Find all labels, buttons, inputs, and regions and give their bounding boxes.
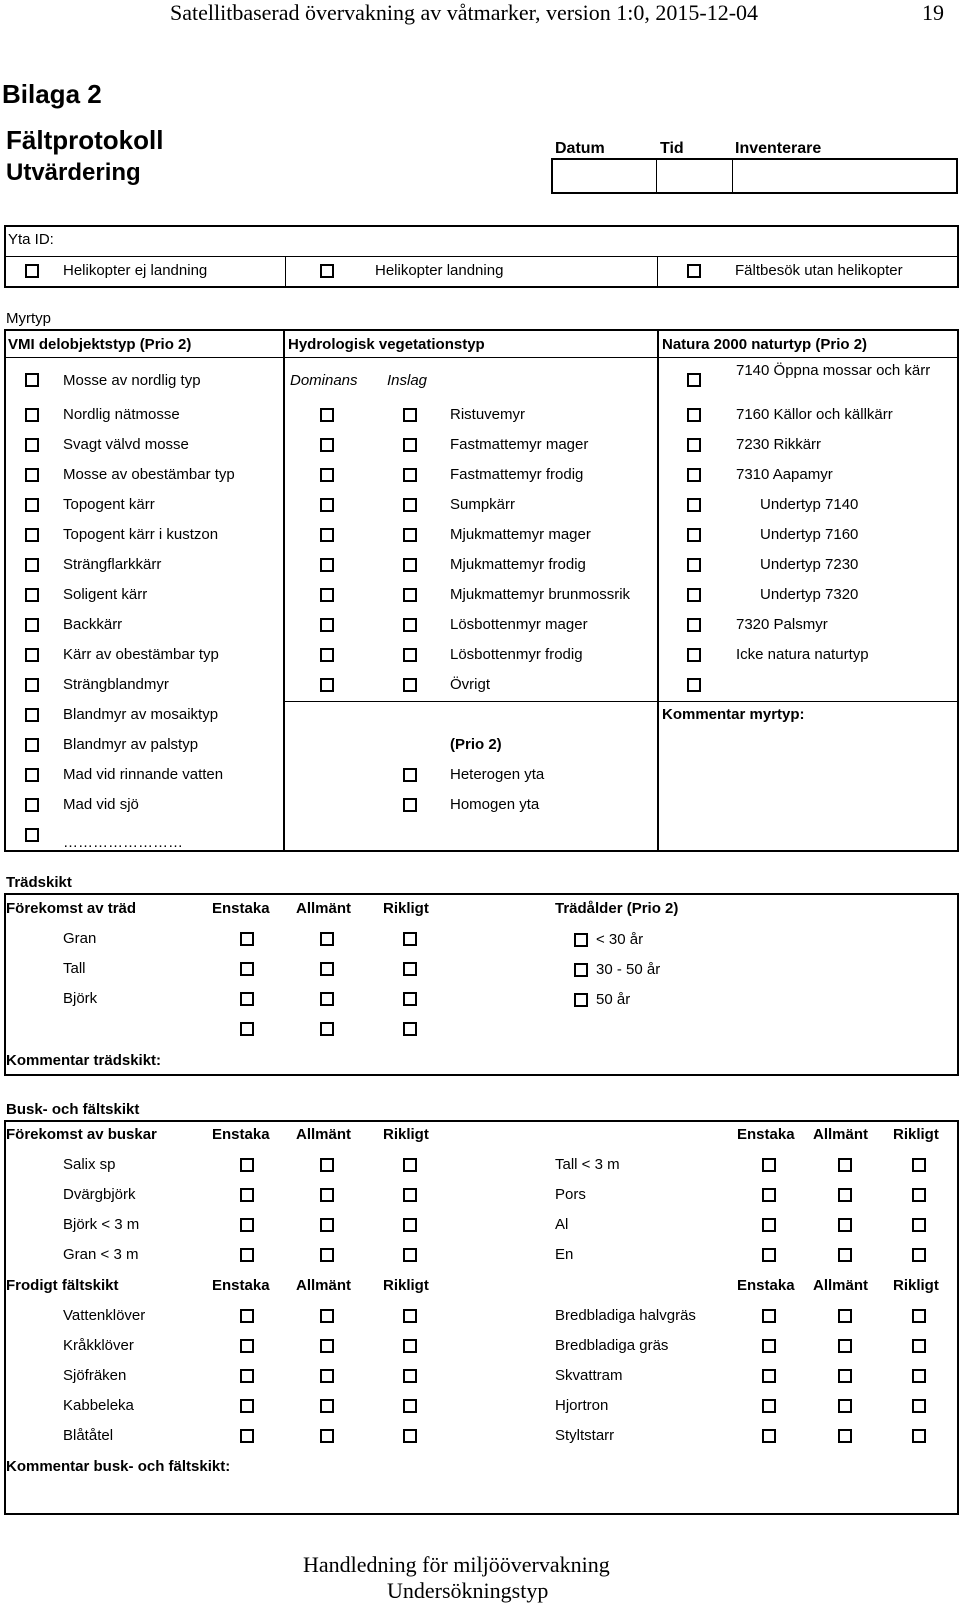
checkbox-enstaka[interactable] — [240, 1248, 254, 1262]
hydro-label: Ristuvemyr — [450, 406, 526, 423]
level-allmant: Allmänt — [296, 1126, 352, 1143]
frodig-label-right: Bredbladiga halvgräs — [555, 1307, 696, 1324]
frodig-label: Blåtåtel — [63, 1427, 114, 1444]
level-rikligt: Rikligt — [383, 1126, 429, 1143]
frodig-label-right: Bredbladiga gräs — [555, 1337, 669, 1354]
checkbox-dominans[interactable] — [320, 648, 334, 662]
checkbox-vmi[interactable] — [25, 618, 39, 632]
alder-label: 30 - 50 år — [596, 961, 661, 978]
checkbox-allmant[interactable] — [320, 1188, 334, 1202]
checkbox-vmi[interactable] — [25, 768, 39, 782]
level-enstaka: Enstaka — [212, 1277, 270, 1294]
checkbox-natura[interactable] — [687, 528, 701, 542]
protocol-title: Fältprotokoll — [6, 125, 164, 155]
checkbox-allmant[interactable] — [320, 962, 334, 976]
checkbox-rikligt-right[interactable] — [912, 1309, 926, 1323]
checkbox-inslag[interactable] — [403, 468, 417, 482]
checkbox-enstaka-right[interactable] — [762, 1309, 776, 1323]
inventerare-field[interactable] — [732, 158, 958, 194]
checkbox-vmi[interactable] — [25, 708, 39, 722]
checkbox-rikligt[interactable] — [403, 992, 417, 1006]
tid-field[interactable] — [656, 158, 733, 194]
checkbox-vmi[interactable] — [25, 798, 39, 812]
level-rikligt-right: Rikligt — [893, 1277, 939, 1294]
vmi-label: Mad vid sjö — [63, 796, 139, 813]
busk-label: Gran < 3 m — [63, 1246, 139, 1263]
footer-line2: Undersökningstyp — [387, 1578, 549, 1603]
vmi-label: Blandmyr av mosaiktyp — [63, 706, 219, 723]
checkbox-vmi[interactable] — [25, 468, 39, 482]
checkbox-natura[interactable] — [687, 588, 701, 602]
homogen-label: Homogen yta — [450, 796, 540, 813]
hydro-label: Fastmattemyr mager — [450, 436, 589, 453]
checkbox-allmant[interactable] — [320, 992, 334, 1006]
hydro-label: Lösbottenmyr mager — [450, 616, 588, 633]
hydro-label: Övrigt — [450, 676, 491, 693]
checkbox-dominans[interactable] — [320, 438, 334, 452]
checkbox-helikopter-landning[interactable] — [320, 264, 334, 278]
checkbox-natura[interactable] — [687, 468, 701, 482]
checkbox-vmi[interactable] — [25, 528, 39, 542]
checkbox-natura[interactable] — [687, 373, 701, 387]
checkbox-dominans[interactable] — [320, 408, 334, 422]
busk-col-header: Förekomst av buskar — [6, 1126, 157, 1143]
checkbox-enstaka[interactable] — [240, 1022, 254, 1036]
page-number: 19 — [922, 0, 944, 25]
natura-label: 7320 Palsmyr — [736, 616, 828, 633]
checkbox-inslag[interactable] — [403, 438, 417, 452]
checkbox-rikligt[interactable] — [403, 962, 417, 976]
busk-label: Salix sp — [63, 1156, 116, 1173]
running-header: Satellitbaserad övervakning av våtmarker, version 1:0, 2015-12-04 — [170, 0, 759, 25]
checkbox-inslag[interactable] — [403, 528, 417, 542]
checkbox-dominans[interactable] — [320, 618, 334, 632]
dominans-label: Dominans — [290, 372, 358, 389]
checkbox-rikligt-right[interactable] — [912, 1188, 926, 1202]
kommentar-myrtyp-label: Kommentar myrtyp: — [662, 706, 805, 723]
col-header-hydro: Hydrologisk vegetationstyp — [288, 336, 485, 353]
checkbox-natura[interactable] — [687, 558, 701, 572]
hydro-label: Mjukmattemyr brunmossrik — [450, 586, 631, 603]
natura-label: Undertyp 7160 — [760, 526, 859, 543]
checkbox-homogen[interactable] — [403, 798, 417, 812]
checkbox-rikligt-right[interactable] — [912, 1399, 926, 1413]
vmi-label: Strängflarkkärr — [63, 556, 162, 573]
checkbox-enstaka[interactable] — [240, 1429, 254, 1443]
checkbox-enstaka[interactable] — [240, 1188, 254, 1202]
checkbox-vmi[interactable] — [25, 373, 39, 387]
checkbox-enstaka-right[interactable] — [762, 1158, 776, 1172]
checkbox-inslag[interactable] — [403, 648, 417, 662]
checkbox-allmant[interactable] — [320, 1339, 334, 1353]
frodig-label: Vattenklöver — [63, 1307, 146, 1324]
frodig-label-right: Hjortron — [555, 1397, 609, 1414]
checkbox-rikligt[interactable] — [403, 1022, 417, 1036]
vmi-label: Mosse av obestämbar typ — [63, 466, 235, 483]
checkbox-enstaka[interactable] — [240, 962, 254, 976]
hydro-label: Mjukmattemyr mager — [450, 526, 591, 543]
level-enstaka-right: Enstaka — [737, 1126, 795, 1143]
frodig-label: Sjöfräken — [63, 1367, 127, 1384]
frodig-label-right: Skvattram — [555, 1367, 623, 1384]
natura-label: Undertyp 7230 — [760, 556, 859, 573]
col-header-vmi: VMI delobjektstyp (Prio 2) — [8, 336, 192, 353]
checkbox-vmi[interactable] — [25, 648, 39, 662]
checkbox-natura[interactable] — [687, 408, 701, 422]
checkbox-enstaka[interactable] — [240, 932, 254, 946]
checkbox-enstaka-right[interactable] — [762, 1188, 776, 1202]
checkbox-allmant-right[interactable] — [838, 1309, 852, 1323]
checkbox-inslag[interactable] — [403, 558, 417, 572]
myrtyp-section-title: Myrtyp — [6, 310, 51, 327]
alder-label: < 30 år — [596, 931, 644, 948]
natura-label: Undertyp 7320 — [760, 586, 859, 603]
checkbox-allmant[interactable] — [320, 1218, 334, 1232]
checkbox-inslag[interactable] — [403, 678, 417, 692]
kommentar-tradskikt-label: Kommentar trädskikt: — [6, 1052, 162, 1069]
checkbox-vmi[interactable] — [25, 588, 39, 602]
checkbox-enstaka[interactable] — [240, 1399, 254, 1413]
appendix-title: Bilaga 2 — [2, 79, 102, 109]
checkbox-allmant-right[interactable] — [838, 1218, 852, 1232]
checkbox-rikligt[interactable] — [403, 1158, 417, 1172]
natura-label: Undertyp 7140 — [760, 496, 859, 513]
checkbox-natura[interactable] — [687, 498, 701, 512]
checkbox-allmant[interactable] — [320, 1369, 334, 1383]
vmi-label: Soligent kärr — [63, 586, 148, 603]
busk-label-right: Pors — [555, 1186, 586, 1203]
vmi-label: Kärr av obestämbar typ — [63, 646, 219, 663]
checkbox-inslag[interactable] — [403, 588, 417, 602]
checkbox-enstaka-right[interactable] — [762, 1369, 776, 1383]
checkbox-allmant-right[interactable] — [838, 1399, 852, 1413]
checkbox-heterogen[interactable] — [403, 768, 417, 782]
natura-label: 7310 Aapamyr — [736, 466, 833, 483]
option-label: Fältbesök utan helikopter — [735, 262, 903, 279]
checkbox-allmant-right[interactable] — [838, 1429, 852, 1443]
checkbox-allmant[interactable] — [320, 1429, 334, 1443]
checkbox-alder[interactable] — [574, 963, 588, 977]
checkbox-allmant[interactable] — [320, 932, 334, 946]
checkbox-natura-other[interactable] — [687, 678, 701, 692]
alder-header: Trädålder (Prio 2) — [555, 900, 679, 917]
vmi-label: Nordlig nätmosse — [63, 406, 180, 423]
busk-box — [4, 1120, 959, 1515]
frodig-label: Kråkklöver — [63, 1337, 134, 1354]
protocol-subtitle: Utvärdering — [6, 159, 141, 186]
checkbox-enstaka[interactable] — [240, 992, 254, 1006]
natura-label: Icke natura naturtyp — [736, 646, 869, 663]
checkbox-helikopter-ej-landning[interactable] — [25, 264, 39, 278]
vmi-label: Strängblandmyr — [63, 676, 169, 693]
vmi-label: Topogent kärr i kustzon — [63, 526, 219, 543]
prio-label: (Prio 2) — [450, 736, 502, 753]
checkbox-vmi[interactable] — [25, 558, 39, 572]
level-rikligt-right: Rikligt — [893, 1126, 939, 1143]
checkbox-dominans[interactable] — [320, 498, 334, 512]
checkbox-rikligt[interactable] — [403, 932, 417, 946]
checkbox-rikligt-right[interactable] — [912, 1429, 926, 1443]
checkbox-enstaka-right[interactable] — [762, 1339, 776, 1353]
vmi-label: Mad vid rinnande vatten — [63, 766, 224, 783]
kommentar-busk-label: Kommentar busk- och fältskikt: — [6, 1458, 231, 1475]
option-label: Helikopter ej landning — [63, 262, 208, 279]
busk-label: Dvärgbjörk — [63, 1186, 136, 1203]
checkbox-vmi[interactable] — [25, 498, 39, 512]
checkbox-rikligt[interactable] — [403, 1309, 417, 1323]
checkbox-allmant[interactable] — [320, 1248, 334, 1262]
level-rikligt: Rikligt — [383, 900, 429, 917]
checkbox-allmant[interactable] — [320, 1022, 334, 1036]
vmi-label: Mosse av nordlig typ — [63, 372, 201, 389]
vmi-label: Backkärr — [63, 616, 123, 633]
checkbox-enstaka-right[interactable] — [762, 1218, 776, 1232]
checkbox-rikligt[interactable] — [403, 1429, 417, 1443]
checkbox-allmant-right[interactable] — [838, 1158, 852, 1172]
checkbox-natura[interactable] — [687, 648, 701, 662]
vmi-label: Topogent kärr — [63, 496, 155, 513]
checkbox-allmant[interactable] — [320, 1158, 334, 1172]
checkbox-allmant-right[interactable] — [838, 1248, 852, 1262]
checkbox-rikligt[interactable] — [403, 1339, 417, 1353]
col-header-natura: Natura 2000 naturtyp (Prio 2) — [662, 336, 868, 353]
checkbox-rikligt-right[interactable] — [912, 1158, 926, 1172]
checkbox-rikligt[interactable] — [403, 1399, 417, 1413]
tradskikt-section-title: Trädskikt — [6, 874, 72, 891]
natura-label: 7140 Öppna mossar och kärr — [736, 362, 931, 379]
checkbox-rikligt-right[interactable] — [912, 1339, 926, 1353]
level-enstaka: Enstaka — [212, 900, 270, 917]
checkbox-dominans[interactable] — [320, 468, 334, 482]
checkbox-faltbesok-utan-helikopter[interactable] — [687, 264, 701, 278]
busk-label-right: En — [555, 1246, 574, 1263]
level-allmant-right: Allmänt — [813, 1126, 869, 1143]
checkbox-inslag[interactable] — [403, 498, 417, 512]
trad-col-header: Förekomst av träd — [6, 900, 137, 917]
tree-label: Gran — [63, 930, 97, 947]
hydro-label: Lösbottenmyr frodig — [450, 646, 583, 663]
checkbox-dominans[interactable] — [320, 588, 334, 602]
checkbox-alder[interactable] — [574, 993, 588, 1007]
checkbox-enstaka-right[interactable] — [762, 1399, 776, 1413]
heterogen-label: Heterogen yta — [450, 766, 545, 783]
checkbox-allmant[interactable] — [320, 1399, 334, 1413]
checkbox-allmant[interactable] — [320, 1309, 334, 1323]
busk-label-right: Al — [555, 1216, 569, 1233]
hydro-label: Mjukmattemyr frodig — [450, 556, 586, 573]
checkbox-enstaka[interactable] — [240, 1158, 254, 1172]
checkbox-vmi[interactable] — [25, 438, 39, 452]
checkbox-vmi-other[interactable] — [25, 828, 39, 842]
checkbox-allmant-right[interactable] — [838, 1369, 852, 1383]
frodig-header: Frodigt fältskikt — [6, 1277, 119, 1294]
checkbox-enstaka[interactable] — [240, 1218, 254, 1232]
checkbox-enstaka[interactable] — [240, 1369, 254, 1383]
vmi-label: Blandmyr av palstyp — [63, 736, 199, 753]
datum-label: Datum — [555, 140, 605, 157]
checkbox-inslag[interactable] — [403, 408, 417, 422]
checkbox-rikligt-right[interactable] — [912, 1248, 926, 1262]
inslag-label: Inslag — [387, 372, 428, 389]
busk-label-right: Tall < 3 m — [555, 1156, 620, 1173]
checkbox-rikligt-right[interactable] — [912, 1369, 926, 1383]
level-allmant: Allmänt — [296, 1277, 352, 1294]
frodig-label: Kabbeleka — [63, 1397, 134, 1414]
checkbox-enstaka[interactable] — [240, 1339, 254, 1353]
checkbox-rikligt[interactable] — [403, 1218, 417, 1232]
checkbox-natura[interactable] — [687, 618, 701, 632]
tradskikt-box — [4, 893, 959, 1076]
yta-id-label: Yta ID: — [8, 231, 54, 248]
checkbox-vmi[interactable] — [25, 678, 39, 692]
alder-label: 50 år — [596, 991, 631, 1008]
checkbox-vmi[interactable] — [25, 408, 39, 422]
checkbox-natura[interactable] — [687, 438, 701, 452]
checkbox-dominans[interactable] — [320, 558, 334, 572]
checkbox-inslag[interactable] — [403, 618, 417, 632]
level-enstaka: Enstaka — [212, 1126, 270, 1143]
checkbox-rikligt-right[interactable] — [912, 1218, 926, 1232]
footer-line1: Handledning för miljöövervakning — [303, 1552, 610, 1577]
checkbox-alder[interactable] — [574, 933, 588, 947]
checkbox-allmant-right[interactable] — [838, 1339, 852, 1353]
datum-field[interactable] — [551, 158, 657, 194]
tree-label: Björk — [63, 990, 98, 1007]
busk-label: Björk < 3 m — [63, 1216, 140, 1233]
natura-label: 7160 Källor och källkärr — [736, 406, 893, 423]
busk-section-title: Busk- och fältskikt — [6, 1101, 140, 1118]
tree-label: Tall — [63, 960, 86, 977]
option-label: Helikopter landning — [375, 262, 504, 279]
tid-label: Tid — [660, 140, 684, 157]
checkbox-vmi[interactable] — [25, 738, 39, 752]
vmi-other-dots: …………………… — [63, 834, 183, 851]
hydro-label: Sumpkärr — [450, 496, 516, 513]
natura-label: 7230 Rikkärr — [736, 436, 822, 453]
frodig-label-right: Styltstarr — [555, 1427, 615, 1444]
inventerare-label: Inventerare — [735, 140, 822, 157]
checkbox-enstaka[interactable] — [240, 1309, 254, 1323]
checkbox-dominans[interactable] — [320, 528, 334, 542]
checkbox-enstaka-right[interactable] — [762, 1248, 776, 1262]
level-rikligt: Rikligt — [383, 1277, 429, 1294]
checkbox-rikligt[interactable] — [403, 1188, 417, 1202]
checkbox-rikligt[interactable] — [403, 1369, 417, 1383]
vmi-label: Svagt välvd mosse — [63, 436, 189, 453]
checkbox-enstaka-right[interactable] — [762, 1429, 776, 1443]
level-enstaka-right: Enstaka — [737, 1277, 795, 1294]
checkbox-rikligt[interactable] — [403, 1248, 417, 1262]
checkbox-dominans[interactable] — [320, 678, 334, 692]
hydro-label: Fastmattemyr frodig — [450, 466, 584, 483]
level-allmant-right: Allmänt — [813, 1277, 869, 1294]
level-allmant: Allmänt — [296, 900, 352, 917]
checkbox-allmant-right[interactable] — [838, 1188, 852, 1202]
